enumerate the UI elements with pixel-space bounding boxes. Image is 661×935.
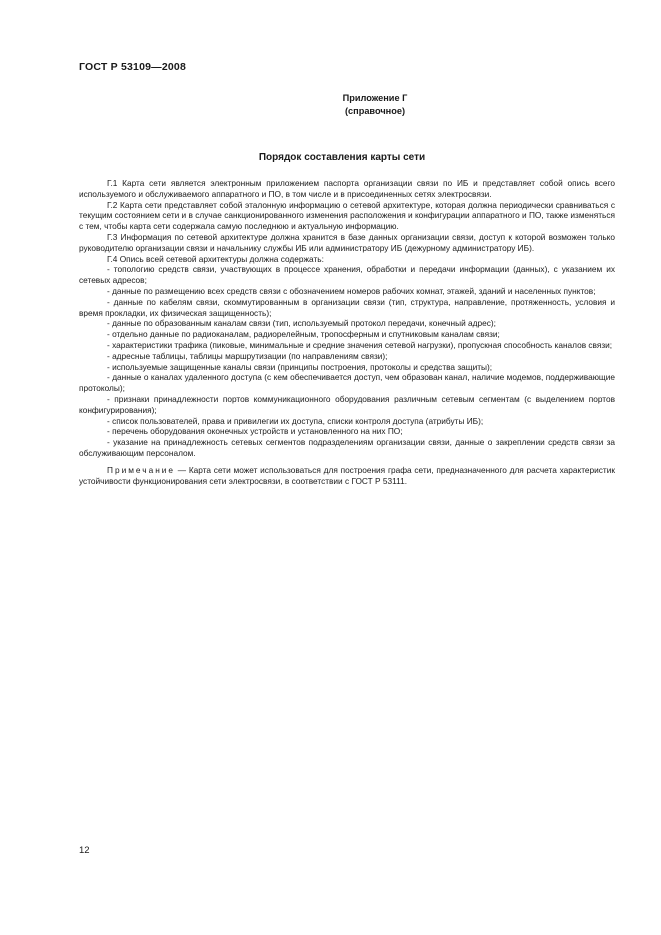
appendix-subtitle: (справочное): [344, 106, 405, 116]
list-item: - отдельно данные по радиоканалам, радиорелейным, тропосферным и спутниковым каналам связи;: [107, 329, 500, 340]
appendix-title: Приложение Г: [342, 93, 408, 103]
list-item: - данные по размещению всех средств связи с обозначением номеров рабочих комнат, этажей, зданий и населенных пунктов;: [107, 285, 596, 296]
paragraph-g1: Г.1 Карта сети является электронным приложением паспорта организации связи по ИБ и представляет собой опись всего используемого и обслуживаемого аппаратного и ПО, в том числе и в присоединенных сетях электросвязи.: [79, 178, 615, 199]
list-item: - используемые защищенные каналы связи (принципы построения, протоколы и средства защиты);: [107, 361, 493, 372]
page-number: 12: [79, 845, 90, 856]
list-item: - признаки принадлежности портов коммуникационного оборудования различным сетевым сегментам (с выделением портов конфигурирования);: [79, 393, 615, 415]
list-item: - адресные таблицы, таблицы маршрутизации (по направлениям связи);: [107, 350, 388, 361]
list-item: - указание на принадлежность сетевых сегментов подразделениям организации связи, данные о закреплении средств связи за обслуживающим персоналом.: [79, 437, 615, 458]
list-item: - данные по образованным каналам связи (тип, используемый протокол передачи, конечный адрес);: [107, 318, 496, 329]
paragraph-g2: Г.2 Карта сети представляет собой эталонную информацию о сетевой архитектуре, которая должна периодически сравниваться с текущим состоянием сети и в случае санкционированного изменения расположения и конфигурации аппаратного и ПО, также изменяться с тем, чтобы карта сети содержала самую последнюю и актуальную информацию.: [79, 199, 615, 232]
list-item: - данные по кабелям связи, скоммутированным в организации связи (тип, структура, направление, протяженность, условия и время прокладки, их физическая защищенность);: [79, 296, 615, 318]
note: [79, 465, 615, 487]
paragraph-g4: Г.4 Опись всей сетевой архитектуры должна содержать:: [107, 253, 324, 264]
appendix-heading: [250, 92, 500, 118]
note-label: Примечание: [107, 464, 176, 475]
list-item: - топологию средств связи, участвующих в процессе хранения, обработки и передачи информации (данных), с указанием их сетевых адресов;: [79, 264, 615, 286]
document-code: ГОСТ Р 53109—2008: [79, 61, 187, 73]
paragraph-g3: Г.3 Информация по сетевой архитектуре должна хранится в базе данных организации связи, доступ к которой возможен только руководителю организации связи и начальнику службы ИБ или администратору ИБ (дежурному администратору ИБ).: [79, 231, 615, 253]
list-item: - характеристики трафика (пиковые, минимальные и средние значения сетевой нагрузки), пропускная способность каналов связи;: [107, 339, 613, 350]
document-body: [79, 178, 615, 486]
list-item: - перечень оборудования оконечных устройств и установленного на них ПО;: [107, 426, 403, 437]
list-item: - список пользователей, права и привилегии их доступа, списки контроля доступа (атрибуты ИБ);: [107, 415, 484, 426]
list-item: - данные о каналах удаленного доступа (с кем обеспечивается доступ, чем образован канал, наличие модемов, поддерживающие протоколы);: [79, 372, 615, 394]
note-text: — Карта сети может использоваться для построения графа сети, предназначенного для расчета характеристик устойчивости функционирования сети электросвязи, в соответствии с ГОСТ Р 53111.: [79, 464, 615, 486]
section-title: Порядок составления карты сети: [258, 152, 426, 163]
